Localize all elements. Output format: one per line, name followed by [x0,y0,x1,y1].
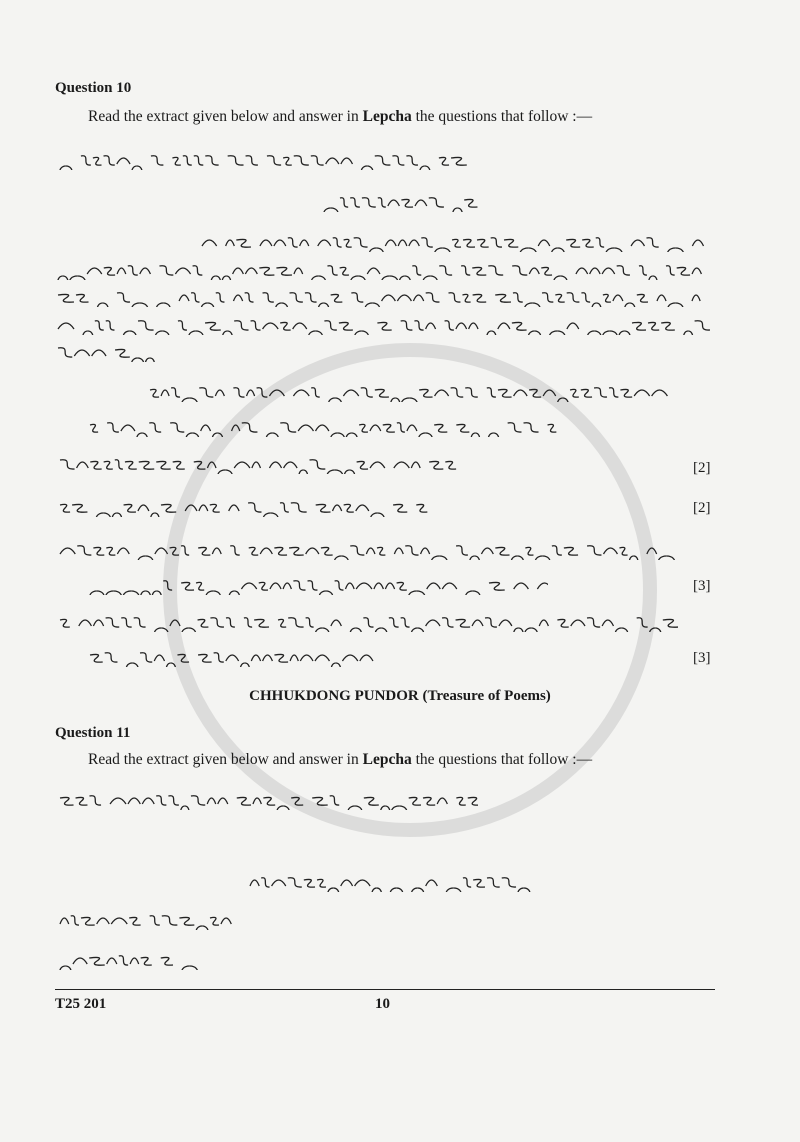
marks-q1: [2] [693,460,711,476]
lepcha-question-3-cont [88,573,548,595]
page-number: 10 [375,996,390,1012]
lepcha-glyph-strokes [60,956,197,970]
question-10-instruction [88,108,592,126]
question-10-heading: Question 10 [55,80,132,96]
lepcha-glyph-strokes [58,348,154,362]
lepcha-text-line [58,948,208,970]
lepcha-text-line [58,908,243,930]
lepcha-question-4-cont [88,645,388,667]
lepcha-text-line [56,258,710,280]
instruction-text: Read the extract given below and answer in [88,108,363,125]
marks-q2: [2] [693,500,711,516]
instruction-text: the questions that follow :— [411,751,593,768]
lepcha-glyph-strokes [60,546,674,560]
lepcha-text-line [56,340,166,362]
lepcha-glyph-strokes [58,293,700,307]
instruction-text: Read the extract given below and answer in [88,751,363,768]
lepcha-glyph-strokes [60,916,231,930]
lepcha-glyph-strokes [58,266,701,280]
lepcha-text-line [248,870,548,892]
lepcha-glyph-strokes [60,618,678,632]
lepcha-text-line [56,285,710,307]
instruction-text: the questions that follow :— [411,108,593,125]
footer-rule [55,989,715,990]
lepcha-text-line [58,788,478,810]
question-11-heading: Question 11 [55,725,131,741]
lepcha-glyph-strokes [60,156,467,170]
lepcha-glyph-strokes [90,653,373,667]
lepcha-question-2 [58,495,438,517]
lepcha-text-line [148,380,668,402]
lepcha-text-line [200,230,710,252]
instruction-language: Lepcha [362,751,412,768]
lepcha-glyph-strokes [60,503,427,517]
section-heading: CHHUKDONG PUNDOR (Treasure of Poems) [249,688,551,704]
lepcha-glyph-strokes [250,878,530,892]
lepcha-glyph-strokes [150,388,667,402]
lepcha-glyph-strokes [60,796,478,810]
instruction-language: Lepcha [362,108,412,125]
lepcha-text-line [56,313,710,335]
lepcha-question-1 [58,452,458,474]
marks-q3: [3] [693,578,711,594]
lepcha-glyph-strokes [324,198,478,212]
lepcha-text-line [58,148,478,170]
lepcha-glyph-strokes [202,238,703,252]
lepcha-glyph-strokes [60,460,456,474]
lepcha-glyph-strokes [90,581,548,595]
lepcha-text-line [88,415,568,437]
lepcha-glyph-strokes [90,423,556,437]
lepcha-text-line [322,190,482,212]
marks-q4: [3] [693,650,711,666]
lepcha-glyph-strokes [58,321,710,335]
lepcha-question-3 [58,538,678,560]
paper-code: T25 201 [55,996,107,1012]
question-11-instruction [88,751,592,769]
lepcha-question-4 [58,610,678,632]
